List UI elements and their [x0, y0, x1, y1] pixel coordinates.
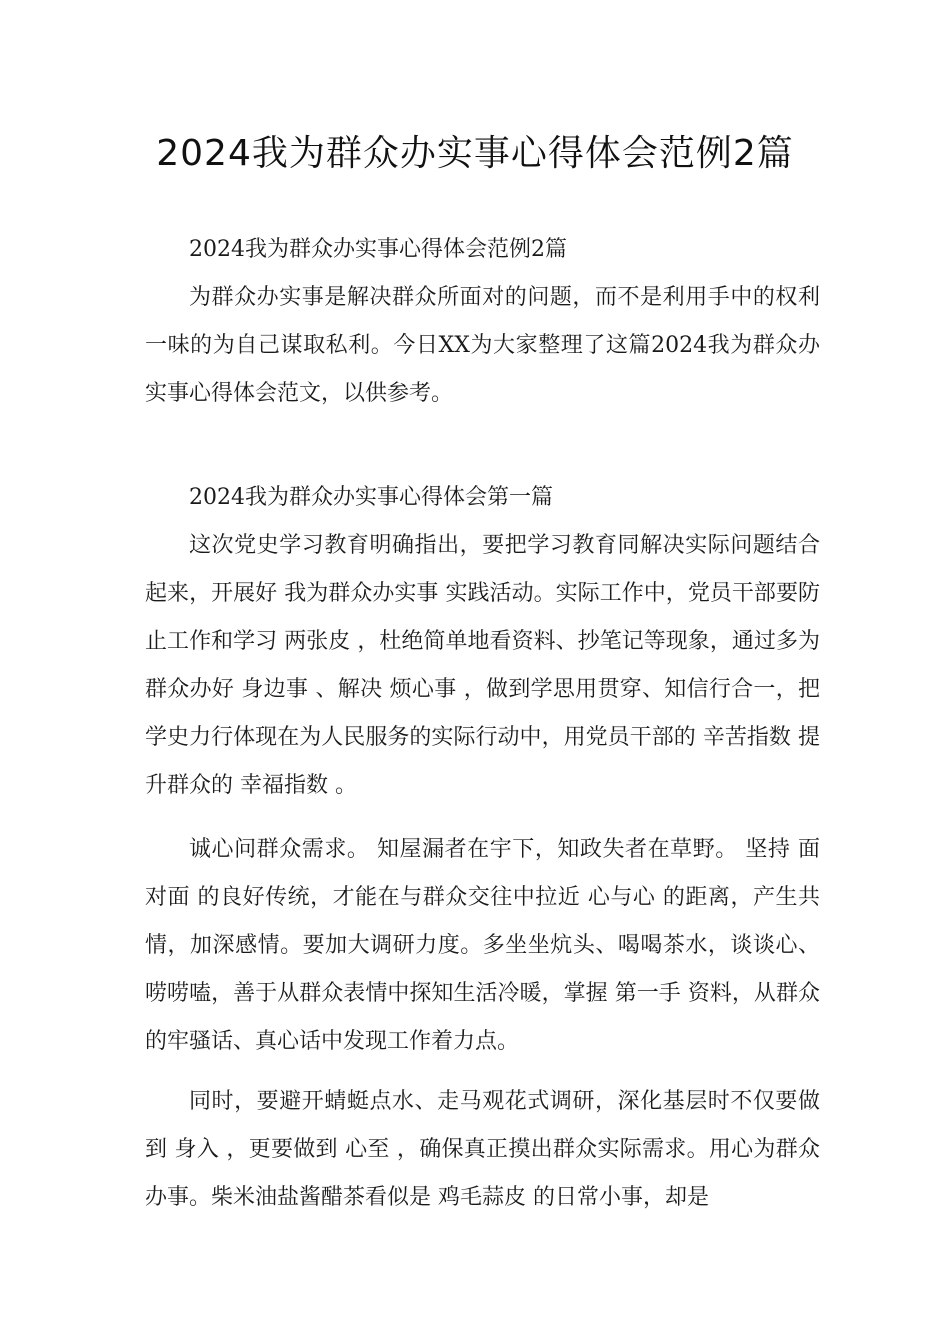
paragraph-text: 这次党史学习教育明确指出，要把学习教育同解决实际问题结合起来，开展好 我为群众办实事 实践活动。实际工作中，党员干部要防止工作和学习 两张皮 ，杜绝简单地看资料、抄笔记等现象，通过多为群众办好 身边事 、解决 烦心事 ，做到学思用贯穿、知信行合一，把学史力行体现在为人民服务的实际行动中，用党员干部的 辛苦指数 提升群众的 幸福指数 。: [145, 533, 820, 798]
paragraph-section-heading: [145, 474, 820, 522]
paragraph-text: 2024我为群众办实事心得体会范例2篇: [189, 237, 567, 262]
paragraph-body-3: [145, 1078, 820, 1222]
paragraph-intro: [145, 274, 820, 418]
paragraph-text: 2024我为群众办实事心得体会第一篇: [189, 485, 553, 510]
paragraph-body-1: [145, 522, 820, 810]
paragraph-text: 为群众办实事是解决群众所面对的问题，而不是利用手中的权利一味的为自己谋取私利。今日XX为大家整理了这篇2024我为群众办实事心得体会范文，以供参考。: [145, 285, 820, 406]
paragraph-text: 同时，要避开蜻蜓点水、走马观花式调研，深化基层时不仅要做到 身入 ，更要做到 心至 ，确保真正摸出群众实际需求。用心为群众办事。柴米油盐酱醋茶看似是 鸡毛蒜皮 的日常小事，却是: [145, 1089, 820, 1210]
paragraph-subtitle: [145, 226, 820, 274]
paragraph-text: 诚心问群众需求。 知屋漏者在宇下，知政失者在草野。 坚持 面对面 的良好传统，才能在与群众交往中拉近 心与心 的距离，产生共情，加深感情。要加大调研力度。多坐坐炕头、喝喝茶水，谈谈心、唠唠嗑，善于从群众表情中探知生活冷暖，掌握 第一手 资料，从群众的牢骚话、真心话中发现工作着力点。: [145, 837, 820, 1054]
document-title: 2024我为群众办实事心得体会范例2篇: [156, 133, 794, 174]
paragraph-body-2: [145, 826, 820, 1066]
